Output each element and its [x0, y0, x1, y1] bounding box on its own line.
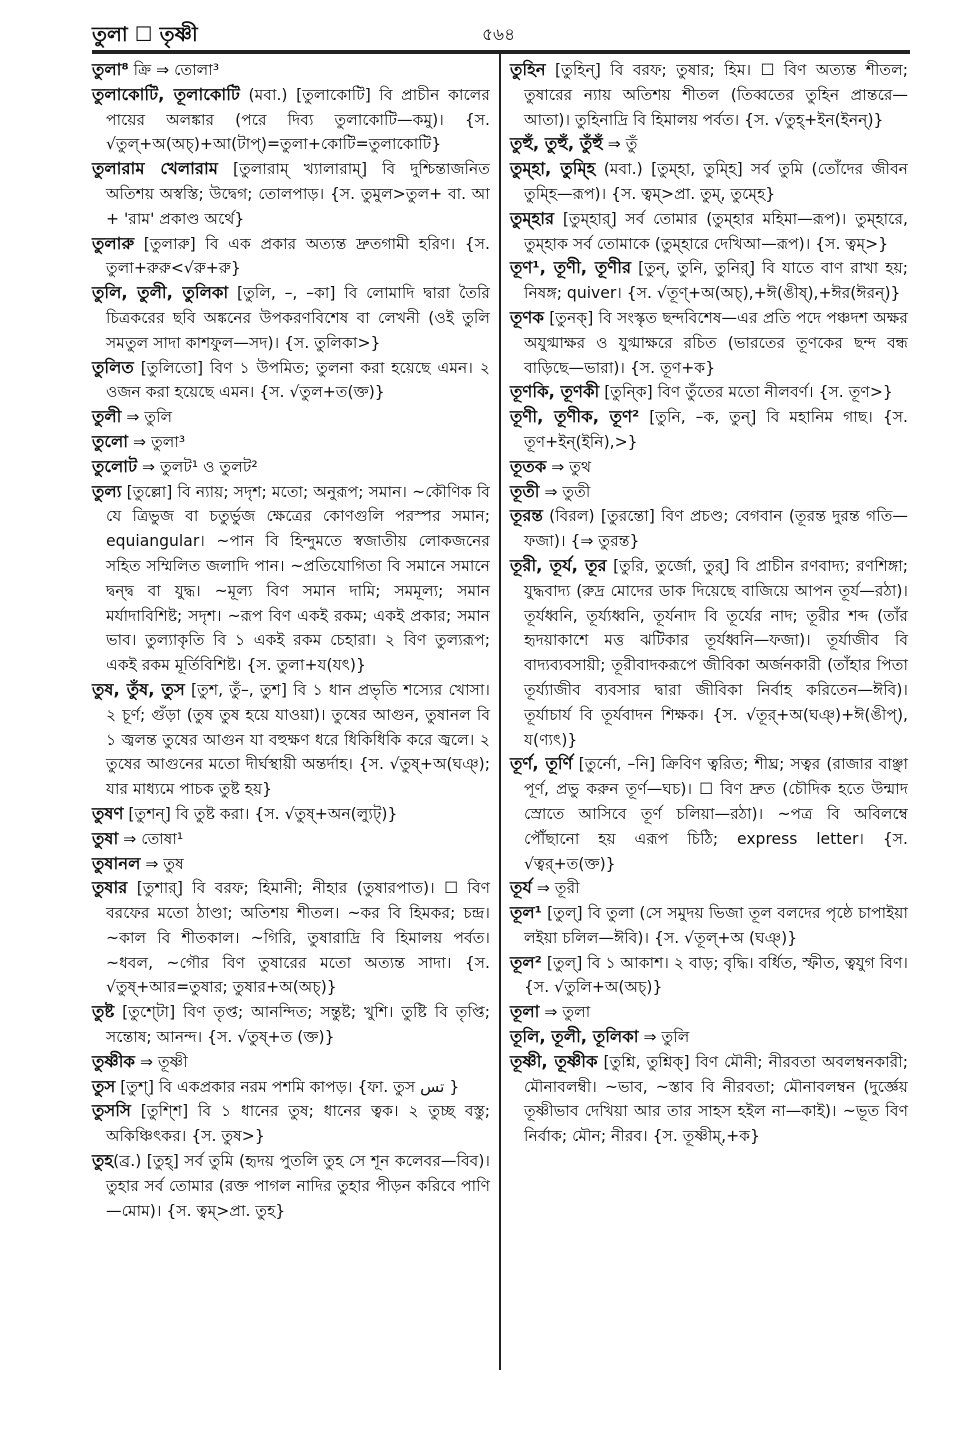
definition: [তুশন্] বি তুষ্ট করা। {স. √তুষ্+অন(ল্যুট্)}: [123, 804, 398, 823]
definition: [তুল্] বি ১ আকাশ। ২ বাড়; বৃদ্ধি। বর্ধিত, স্ফীত, ত্বযুগ বিণ। {স. √তুলি+অ(অচ্)}: [524, 953, 908, 997]
headword: তুষা: [92, 828, 119, 848]
definition: (মবা.) [তুম্হা, তুম্হি] সর্ব তুমি (তোঁদের জীবন তুম্হি—রূপ)। {স. ত্বম্>প্রা. তুম্, তুম্হে}: [524, 160, 908, 203]
dictionary-entry: [510, 380, 908, 405]
headword: তূর্য: [510, 878, 532, 898]
headword: তুষ্ণীক: [92, 1051, 135, 1071]
definition: ⇒ তুষ: [140, 854, 184, 873]
definition: [তুর্নো, –নি] ক্রিবিণ ত্বরিত; শীঘ্র; সত্বর (রাজার বাঞ্ছা পূর্ণ, প্রভু করুন তূর্ণ—ঘচ)। ☐ বিণ দ্রুত (চৌদিক হতে উন্মাদ স্রোতে আসিবে তূর্ণ চলিয়া—রঠা)। ~পত্র বি অবিলম্বে পৌঁছানো হয় এরূপ চিঠি; express letter। {স. √ত্বর্+ত(ক্ত)}: [524, 755, 908, 873]
definition: [তুশ্] বি একপ্রকার নরম পশমি কাপড়। {ফা. তুস تس }: [115, 1077, 460, 1096]
headword: তূল¹: [510, 903, 542, 923]
dictionary-entry: [510, 405, 908, 455]
definition: [তুল্লো] বি ন্যায়; সদৃশ; মতো; অনুরূপ; সমান। ~কৌণিক বি যে ত্রিভুজ বা চতুর্ভুজ ক্ষেত্রের কোণগুলি পরস্পর সমান; equiangular। ~পান বি হিন্দুমতে স্বজাতীয় লোকজনের সহিত সম্মিলিত জলাদি পান। ~প্রতিযোগিতা বি সমানে সমানে দ্বন্দ্ব বা যুদ্ধ। ~মূল্য বিণ সমান দামি; সমমূল্য; সমান মর্যাদাবিশিষ্ট; সদৃশ। ~রূপ বিণ একই রকম; একই প্রকার; সমান ভাব। তুল্যাকৃতি বি ১ একই রকম চেহারা। ২ বিণ তুল্যরূপ; একই রকম মূর্তিবিশিষ্ট। {স. তুলা+য(যৎ)}: [106, 482, 490, 675]
headword: তুলিত: [92, 357, 134, 377]
headword: তুষ্ট: [92, 1002, 115, 1022]
definition: ⇒ তুলা: [539, 1003, 591, 1022]
headword: তুলা⁸: [92, 60, 129, 79]
dictionary-entry: [92, 1149, 490, 1223]
headword: তুস: [92, 1076, 116, 1096]
dictionary-entry: [92, 1000, 490, 1050]
definition: [তুলারাম্ খ্যালারাম্] বি দুশ্চিন্তাজনিত অতিশয় অস্বস্তি; উদ্বেগ; তোলপাড়। {স. তুমুল>তুল+ বা. আ + 'রাম' প্রকাণ্ড অর্থে}: [106, 160, 490, 228]
headword: তূলি, তূলী, তূলিকা: [510, 1027, 639, 1047]
headword: তূরন্ত: [510, 506, 543, 526]
definition: ⇒ তুলি: [638, 1028, 690, 1047]
headword: তুহিন: [510, 60, 546, 79]
dictionary-entry: [510, 306, 908, 380]
headword: তূষ্ণী, তূষ্ণীক: [510, 1051, 598, 1071]
definition: [তুনক্] বি সংস্কৃত ছন্দবিশেষ—এর প্রতি পদে পঞ্চদশ অক্ষর অযুগ্মাক্ষর ও যুগ্মাক্ষরে রচিত (ভারতের তূণকের ছন্দ বন্ধ বাড়িছে—ভারা)। {স. তূণ+ক}: [524, 308, 908, 377]
dictionary-entry: [510, 256, 908, 306]
headword: তুহ: [92, 1151, 114, 1171]
dictionary-entry: [92, 58, 490, 83]
dictionary-entry: [92, 405, 490, 430]
dictionary-entry: [510, 480, 908, 505]
headword: তুল্য: [92, 481, 122, 501]
headword: তূতী: [510, 481, 540, 501]
definition: [তুরি, তুর্জো, তুর্] বি প্রাচীন রণবাদ্য; রণশিঙ্গা; যুদ্ধবাদ্য (রুদ্র মোদের ডাক দিয়েছে বাজিয়ে আপন তূর্য—রঠা)। তূর্যধ্বনি, তূর্য্যধ্বনি, তূর্যনাদ বি তূর্যের নাদ; তূরীর শব্দ (তাঁর হৃদয়াকাশে মত্ত ঝটিকার তূর্যধ্বনি—ফজা)। তূর্যাজীব বি বাদ্যব্যবসায়ী; তূরীবাদকরূপে জীবিকা অর্জনকারী (তাঁহার পিতা তূর্য্যাজীব ব্যবসার দ্বারা জীবিকা নির্বাহ করিতেন—ঈবি)। তূর্যাচার্য বি তূর্যবাদন শিক্ষক। {স. √তূর্+অ(ঘঞ্)+ঈ(ঙীপ্), য(ণ্যৎ)}: [524, 556, 909, 749]
headword: তুষ, তুঁষ, তুস: [92, 679, 185, 699]
definition: ⇒ তুলি: [121, 408, 173, 427]
dictionary-entry: [510, 157, 908, 207]
dictionary-entry: [92, 430, 490, 455]
dictionary-entry: [510, 554, 908, 752]
headword: তুষণ: [92, 803, 124, 823]
definition: ⇒ তুতী: [539, 482, 591, 501]
definition: (বিরল) [তুরন্তো] বিণ প্রচণ্ড; বেগবান (তূরন্ত দুরন্ত গতি—ফজা)। {⇒ তুরন্ত}: [524, 507, 908, 551]
dictionary-entry: [92, 876, 490, 1000]
headword: তূলা: [510, 1002, 540, 1022]
definition: [তুহিন্] বি বরফ; তুষার; হিম। ☐ বিণ অত্যন্ত শীতল; তুষারের ন্যায় অতিশয় শীতল (তিব্বতের তুহিন প্রান্তরে—আতা)। তুহিনাদ্রি বি হিমালয় পর্বত। {স. √তুহ্+ইন(ইনন্)}: [524, 61, 908, 129]
dictionary-entry: [92, 827, 490, 852]
headword: তুলী: [92, 407, 122, 427]
definition: [তুশার্] বি বরফ; হিমানী; নীহার (তুষারপাত)। ☐ বিণ বরফের মতো ঠাণ্ডা; অতিশয় শীতল। ~কর বি হিমকর; চন্দ্র। ~কাল বি শীতকাল। ~গিরি, তুষারাদ্রি বি হিমালয় পর্বত। ~ধবল, ~গৌর বিণ তুষারের মতো অত্যন্ত সাদা। {স. √তুষ্+আর=তুষার; তুষার+অ(অচ্)}: [106, 879, 490, 997]
headword: তুষানল: [92, 853, 141, 873]
headword: তূর্ণ, তূর্ণি: [510, 754, 573, 774]
headword: তুম্হার: [510, 208, 555, 228]
dictionary-entry: [92, 455, 490, 480]
definition: ⇒ তূরী: [531, 879, 580, 898]
headword: তুলারু: [92, 233, 135, 253]
dictionary-entry: [510, 504, 908, 554]
dictionary-entry: [92, 232, 490, 282]
headword: তুসসি: [92, 1101, 131, 1121]
definition: [তুশ্শি] বি ১ ধানের তুষ; ধানের ত্বক। ২ তুচ্ছ বস্তু; অকিঞ্চিৎকর। {স. তুষ>}: [106, 1102, 490, 1146]
dictionary-entry: [92, 281, 490, 355]
page-header: [92, 8, 910, 48]
definition: [তুম্হার্] সর্ব তোমার (তুম্হার মহিমা—রূপ)। তুম্হারে, তুম্হাক সর্ব তোমাকে (তুম্হারে দেখিআ—রূপ)। {স. ত্বম্>}: [524, 209, 908, 253]
dictionary-entry: [510, 1050, 908, 1149]
definition: [তুল্] বি তুলা (সে সমুদয় ভিজা তূল বলদের পৃষ্ঠে চাপাইয়া লইয়া চলিল—ঈবি)। {স. √তূল্+অ (ঘঞ্)}: [524, 904, 908, 947]
definition: ক্রি ⇒ তোলা³: [128, 61, 220, 79]
definition: [তুনি, –ক, তুন্] বি মহানিম গাছ। {স. তূণ+ইন্(ইনি),>}: [524, 408, 908, 451]
definition: [তুন্কি] বিণ তুঁতের মতো নীলবর্ণ। {স. তূণ>}: [599, 383, 893, 402]
dictionary-entry: [510, 132, 908, 157]
dictionary-entry: [92, 157, 490, 231]
definition: [তুশ, তুঁ–, তুশ] বি ১ ধান প্রভৃতি শস্যের খোসা। ২ চূর্ণ; গুঁড়া (তুষ তুষ হয়ে যাওয়া)। তুষের আগুন, তুষানল বি ১ জ্বলন্ত তুষের আগুন যা বহুক্ষণ ধরে ধিকিধিকি করে জ্বলে। ২ তুষের আগুনের মতো দীর্ঘস্থায়ী অন্তর্দাহ। {স. √তুষ্+অ(ঘঞ্); যার মাধ্যমে পাচক তুষ্ট হয়}: [106, 680, 490, 799]
headword: তূণক: [510, 307, 544, 327]
headword: তূণী, তূণীক, তূণ²: [510, 407, 640, 427]
definition: (মবা.) [তুলাকোটি] বি প্রাচীন কালের পায়ের অলঙ্কার (পরে দিব্য তুলাকোটি—কমু)। {স. √তুল্+অ(অচ্)+আ(টাপ্)=তুলা+কোটি=তুলাকোটি}: [106, 85, 490, 154]
header-rule: [92, 50, 910, 54]
headword: তুলো: [92, 431, 129, 451]
definition: ⇒ তোষা¹: [118, 829, 184, 848]
headword: তুলাকোটি, তূলাকোটি: [92, 84, 240, 104]
headword: তুলারাম খেলারাম: [92, 159, 218, 179]
dictionary-page: [92, 0, 910, 1450]
definition: ⇒ তুলট¹ ও তুলট²: [137, 457, 258, 476]
dictionary-entry: [92, 1050, 490, 1075]
right-column: [510, 58, 908, 1149]
definition: [তুলিতো] বিণ ১ উপমিত; তুলনা করা হয়েছে এমন। ২ ওজন করা হয়েছে এমন। {স. √তুল+ত(ক্ত)}: [106, 358, 490, 402]
dictionary-entry: [510, 1025, 908, 1050]
definition: ⇒ তুঁ: [602, 135, 638, 154]
headword: তুষার: [92, 878, 128, 898]
headword: তূতক: [510, 456, 547, 476]
dictionary-entry: [510, 876, 908, 901]
dictionary-entry: [92, 1099, 490, 1149]
dictionary-entry: [510, 207, 908, 257]
definition: (ব্র.) [তুহ্] সর্ব তুমি (হৃদয় পুতলি তুহ সে শূন কলেবর—বিব)। তুহার সর্ব তোমার (রক্ত পাগল নাদির তুহার পীড়ন করিবে পাণি—মোম)। {স. ত্বম্>প্রা. তুহ}: [106, 1152, 490, 1220]
definition: [তুশ্টো] বিণ তৃপ্ত; আনন্দিত; সন্তুষ্ট; খুশি। তুষ্টি বি তৃপ্তি; সন্তোষ; আনন্দ। {স. √তুষ্+ত (ক্ত)}: [106, 1003, 490, 1047]
dictionary-entry: [92, 83, 490, 157]
dictionary-entry: [510, 1000, 908, 1025]
definition: ⇒ তুলা³: [128, 432, 186, 451]
headword: তূণকি, তূণকী: [510, 382, 600, 402]
dictionary-entry: [92, 678, 490, 802]
dictionary-entry: [510, 901, 908, 951]
dictionary-entry: [510, 58, 908, 132]
headword: তূরী, তূর্য, তূর: [510, 555, 607, 575]
headword: তুলোট: [92, 456, 138, 476]
definition: [তুশ্নি, তুশ্নিক্] বিণ মৌনী; নীরবতা অবলম্বনকারী; মৌনাবলম্বী। ~ভাব, ~স্তাব বি নীরবতা; মৌনাবলম্বন (দুর্জ্ঞেয় তূষ্ণীভাব দেখিয়া আর তার সাহস হইল না—কাই)। ~ভূত বিণ নির্বাক; মৌন; নীরব। {স. তূষ্ণীম্,+ক}: [524, 1052, 908, 1146]
dictionary-entry: [92, 480, 490, 678]
left-column: [92, 58, 490, 1223]
dictionary-entry: [92, 1075, 490, 1100]
headword: তুলি, তুলী, তুলিকা: [92, 283, 229, 303]
headword: তুম্হা, তুম্হি: [510, 159, 596, 179]
dictionary-entry: [92, 852, 490, 877]
headword: তূণ¹, তূণী, তূণীর: [510, 258, 632, 278]
headword: তূল²: [510, 952, 542, 972]
dictionary-entry: [510, 951, 908, 1001]
definition: ⇒ তূষ্ণী: [134, 1052, 188, 1071]
guide-words: তুলা ☐ তৃষ্ণী: [92, 22, 198, 46]
column-divider: [499, 50, 501, 1370]
headword: তুহুঁ, তুহুঁ, তুঁহুঁ: [510, 134, 603, 154]
dictionary-entry: [510, 752, 908, 876]
page-number: ৫৬৪: [482, 25, 516, 45]
dictionary-entry: [92, 356, 490, 406]
definition: ⇒ তুথ: [546, 457, 592, 476]
dictionary-entry: [510, 455, 908, 480]
definition: [তুন্, তুনি, তুনির্] বি যাতে বাণ রাখা হয়; নিষঙ্গ; quiver। {স. √তূণ্+অ(অচ্),+ঈ(ঙীষ্),+ঈর(ঈরন্)}: [524, 259, 908, 303]
definition: [তুলারু] বি এক প্রকার অত্যন্ত দ্রুতগামী হরিণ। {স. তুলা+রুরু<√রু+রু}: [106, 234, 490, 278]
dictionary-entry: [92, 802, 490, 827]
definition: [তুলি, –, –কা] বি লোমাদি দ্বারা তৈরি চিত্রকরের ছবি অঙ্কনের উপকরণবিশেষ বা লেখনী (ওই তুলি সমতুল সাদা কাশফুল—সদ)। {স. তুলিকা>}: [106, 284, 490, 352]
